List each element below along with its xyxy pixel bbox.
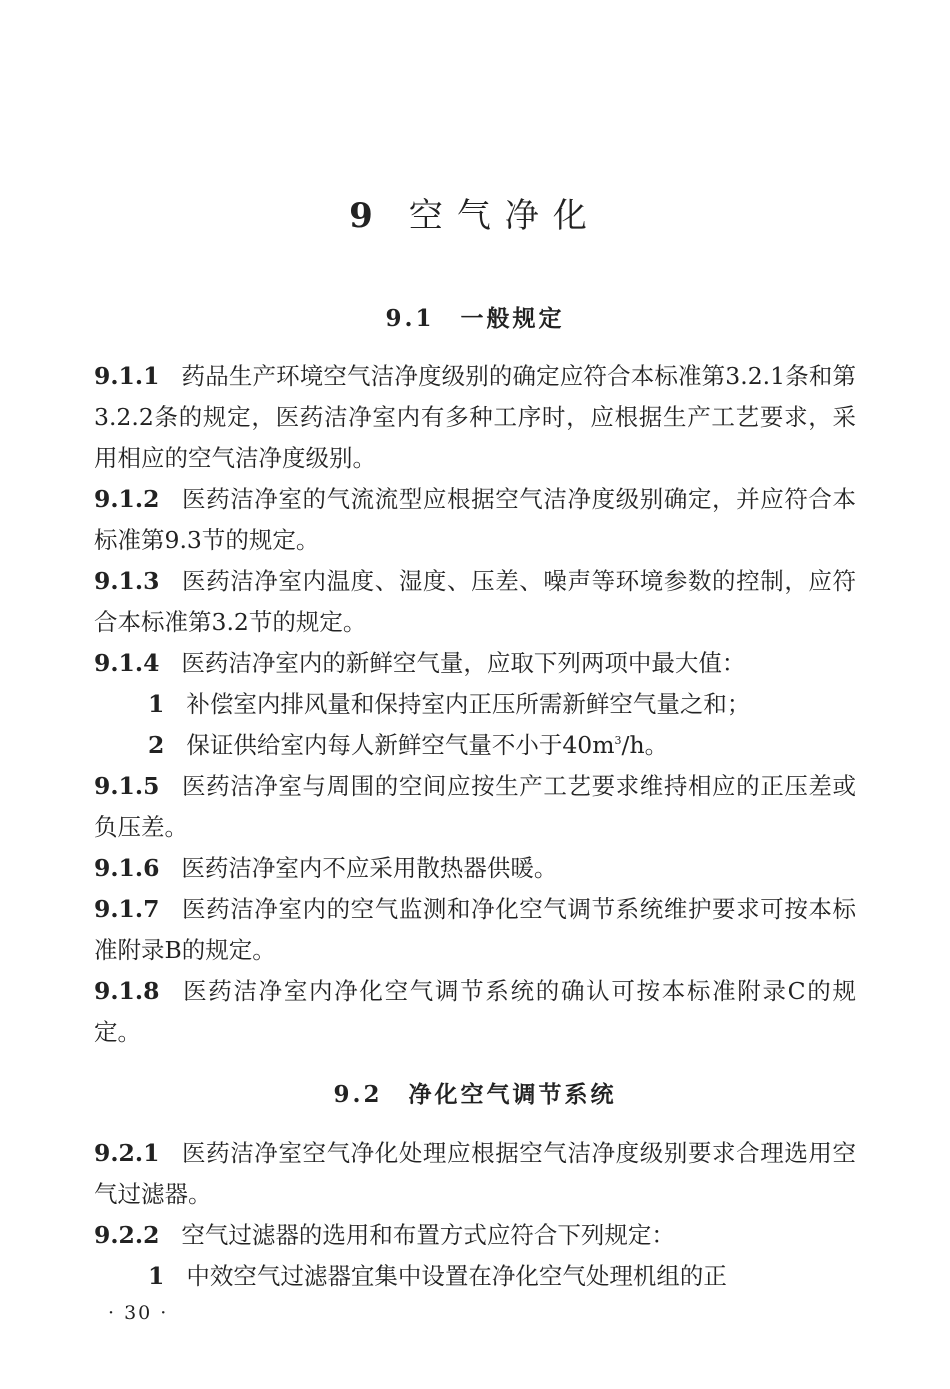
section-title-9-2: [0, 1076, 950, 1109]
clause-9-1-4: [94, 643, 856, 684]
section-number: 9.1: [385, 305, 435, 332]
item-text-end: /h。: [621, 731, 669, 759]
clause-9-1-4-item-1: [148, 684, 856, 725]
clause-text: 医药洁净室的气流流型应根据空气洁净度级别确定，并应符合本标准第9.3节的规定。: [94, 485, 856, 554]
clause-9-2-2-item-1: [148, 1256, 856, 1297]
clause-9-1-6: [94, 848, 856, 889]
clause-text: 医药洁净室内的新鲜空气量，应取下列两项中最大值：: [181, 649, 746, 677]
clause-text: 医药洁净室与周围的空间应按生产工艺要求维持相应的正压差或负压差。: [94, 772, 856, 841]
chapter-number: 9: [349, 196, 387, 236]
clause-text: 医药洁净室内的空气监测和净化空气调节系统维护要求可按本标准附录B的规定。: [94, 895, 856, 964]
superscript: 3: [614, 734, 622, 748]
clause-number: 9.1.2: [94, 485, 160, 513]
clause-9-1-1: [94, 356, 856, 479]
chapter-title: [0, 188, 950, 237]
clause-text: 医药洁净室内净化空气调节系统的确认可按本标准附录C的规定。: [94, 977, 856, 1046]
chapter-name: 空气净化: [408, 196, 601, 236]
clause-number: 9.1.1: [94, 362, 160, 390]
section-title-9-1: [0, 300, 950, 333]
item-text: 保证供给室内每人新鲜空气量不小于40m: [186, 731, 615, 759]
clause-9-1-8: [94, 971, 856, 1053]
clause-number: 9.1.8: [94, 977, 160, 1005]
clause-9-2-1: [94, 1133, 856, 1215]
clause-text: 医药洁净室内温度、湿度、压差、噪声等环境参数的控制，应符合本标准第3.2节的规定。: [94, 567, 856, 636]
clause-number: 9.1.3: [94, 567, 160, 595]
section-name: 一般规定: [460, 306, 565, 332]
section-number: 9.2: [333, 1081, 383, 1108]
clause-9-1-2: [94, 479, 856, 561]
item-number: 2: [148, 731, 165, 759]
item-number: 1: [148, 690, 165, 718]
clause-number: 9.1.6: [94, 854, 160, 882]
clause-number: 9.1.5: [94, 772, 160, 800]
clause-9-2-2: [94, 1215, 856, 1256]
section-name: 净化空气调节系统: [408, 1082, 617, 1108]
clause-9-1-4-item-2: [148, 725, 856, 766]
clause-9-1-3: [94, 561, 856, 643]
clause-text: 医药洁净室内不应采用散热器供暖。: [181, 854, 558, 882]
clause-number: 9.2.2: [94, 1221, 160, 1249]
clause-text: 空气过滤器的选用和布置方式应符合下列规定：: [181, 1221, 675, 1249]
item-text: 补偿室内排风量和保持室内正压所需新鲜空气量之和；: [186, 690, 751, 718]
clause-text: 医药洁净室空气净化处理应根据空气洁净度级别要求合理选用空气过滤器。: [94, 1139, 856, 1208]
item-number: 1: [148, 1262, 165, 1290]
clause-number: 9.1.4: [94, 649, 160, 677]
clause-9-1-7: [94, 889, 856, 971]
item-text: 中效空气过滤器宜集中设置在净化空气处理机组的正: [186, 1262, 727, 1290]
page-number: · 30 ·: [108, 1302, 169, 1324]
clause-number: 9.1.7: [94, 895, 160, 923]
clause-number: 9.2.1: [94, 1139, 160, 1167]
clause-9-1-5: [94, 766, 856, 848]
clause-text: 药品生产环境空气洁净度级别的确定应符合本标准第3.2.1条和第3.2.2条的规定，医药洁净室内有多种工序时，应根据生产工艺要求，采用相应的空气洁净度级别。: [94, 362, 856, 472]
